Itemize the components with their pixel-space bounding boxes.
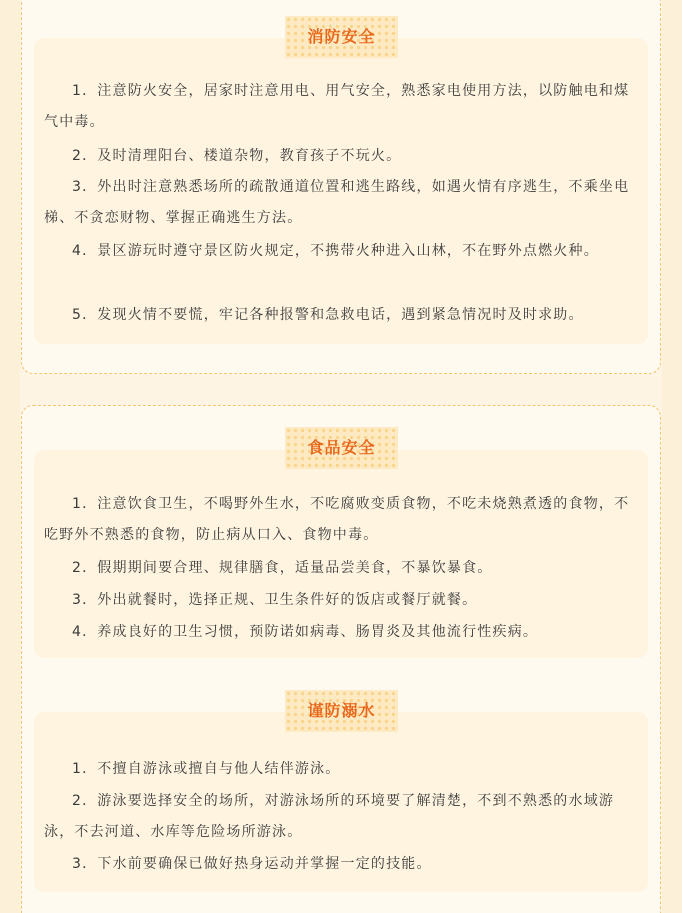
food-safety-title: 食品安全: [285, 427, 398, 469]
fire-safety-title: 消防安全: [285, 16, 398, 58]
drowning-prevention-title: 谨防溺水: [285, 690, 398, 732]
food-safety-item-1: 1．注意饮食卫生，不喝野外生水，不吃腐败变质食物，不吃未烧熟煮透的食物，不吃野外不熟悉的食物，防止病从口入、食物中毒。: [44, 496, 630, 543]
fire-safety-item-5: 5．发现火情不要慌，牢记各种报警和急救电话，遇到紧急情况时及时求助。: [72, 307, 584, 323]
fire-safety-item-1: 1．注意防火安全，居家时注意用电、用气安全，熟悉家电使用方法，以防触电和煤气中毒。: [44, 83, 630, 130]
page-edge-left: [0, 0, 20, 913]
page-edge-right: [662, 0, 682, 913]
drowning-prevention-item-2: 2．游泳要选择安全的场所，对游泳场所的环境要了解清楚，不到不熟悉的水域游泳，不去河道、水库等危险场所游泳。: [44, 793, 615, 840]
drowning-prevention-item-1: 1．不擅自游泳或擅自与他人结伴游泳。: [72, 761, 341, 777]
food-safety-item-4: 4．养成良好的卫生习惯，预防诺如病毒、肠胃炎及其他流行性疾病。: [72, 624, 539, 640]
fire-safety-item-4: 4．景区游玩时遵守景区防火规定，不携带火种进入山林，不在野外点燃火种。: [72, 243, 599, 259]
food-safety-item-2: 2．假期期间要合理、规律膳食，适量品尝美食，不暴饮暴食。: [72, 560, 493, 576]
food-safety-item-3: 3．外出就餐时，选择正规、卫生条件好的饭店或餐厅就餐。: [72, 592, 478, 608]
drowning-prevention-item-3: 3．下水前要确保已做好热身运动并掌握一定的技能。: [72, 856, 432, 872]
fire-safety-item-2: 2．及时清理阳台、楼道杂物，教育孩子不玩火。: [72, 148, 402, 164]
fire-safety-item-3: 3．外出时注意熟悉场所的疏散通道位置和逃生路线，如遇火情有序逃生，不乘坐电梯、不贪恋财物、掌握正确逃生方法。: [44, 179, 630, 226]
